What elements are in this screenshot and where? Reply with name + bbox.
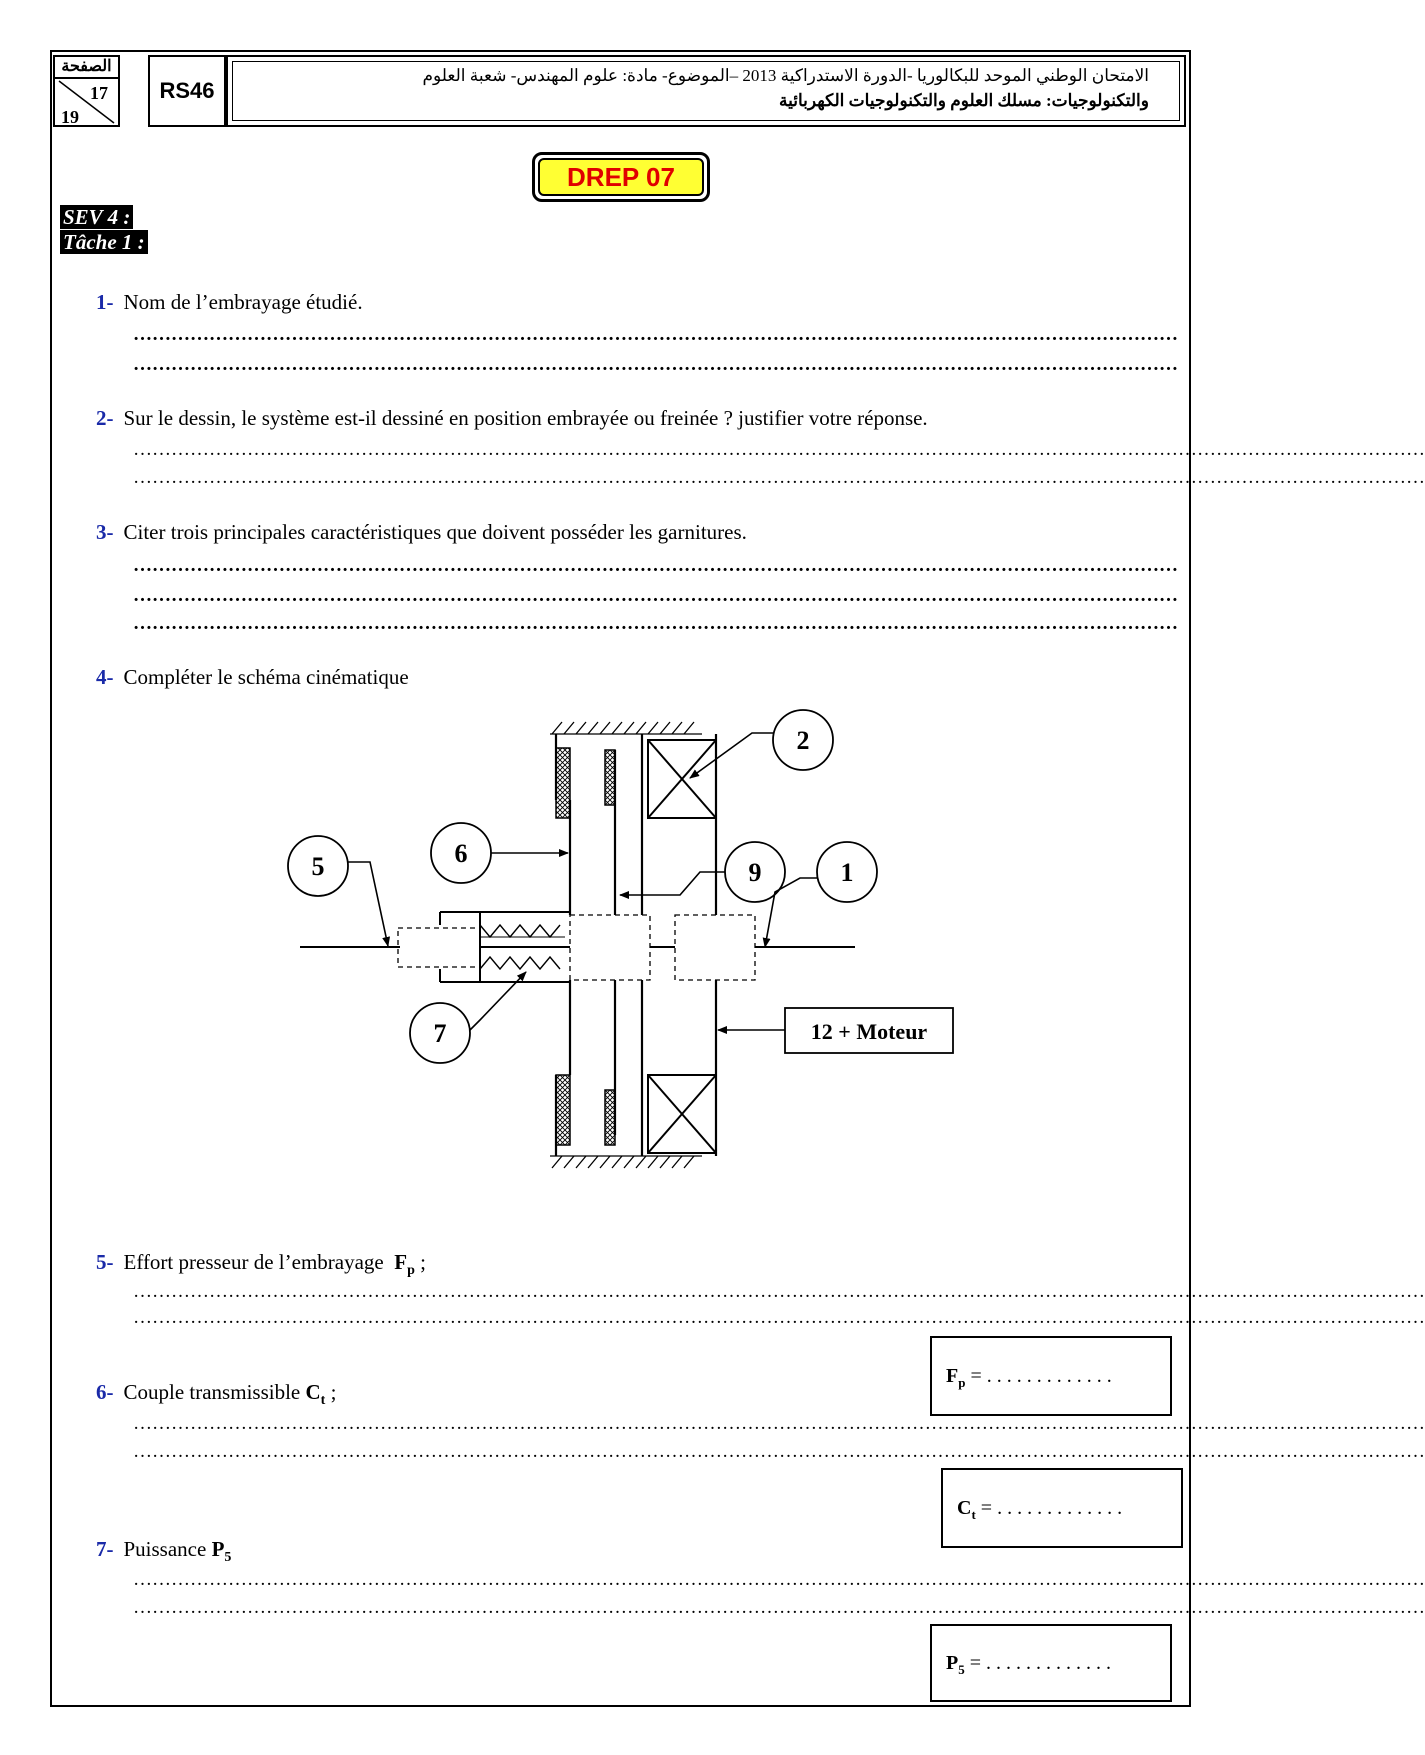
diagram-label-2: 2 — [796, 726, 810, 755]
page-number-box — [53, 55, 120, 127]
answer-line[interactable]: …………………………………………………………………………………………………………………………………………………………………………………… — [133, 1413, 1425, 1434]
diagram-label-1: 1 — [840, 858, 854, 887]
answer-line[interactable]: …………………………………………………………………………………………………………………………………………………………………………………… — [133, 1597, 1425, 1618]
page-label: الصفحة — [55, 57, 118, 79]
subject-code: RS46 — [148, 55, 226, 127]
answer-line[interactable]: …………………………………………………………………………………………………………………………………………………………………………………… — [133, 467, 1425, 488]
exam-title-line1: الامتحان الوطني الموحد للبكالوريا -الدورة الاستدراكية 2013 –الموضوع- مادة: علوم المهندس- شعبة العلوم — [422, 66, 1149, 85]
document-badge: DREP 07 — [532, 152, 710, 202]
fp-answer-box[interactable]: $F_p$ = . . . . . . . . . . . . . — [930, 1336, 1172, 1416]
question-3: 3- Citer trois principales caractéristiques que doivent posséder les garnitures. — [96, 520, 747, 544]
diagram-label-5: 5 — [311, 852, 325, 881]
exam-title-line2: والتكنولوجيات: مسلك العلوم والتكنولوجيات الكهربائية — [779, 91, 1149, 110]
question-7: 7- Puissance $P_5$ — [96, 1537, 232, 1566]
exam-header — [226, 55, 1186, 127]
question-5: 5- Effort presseur de l’embrayage $F_p$ ; — [96, 1250, 426, 1279]
task-label: Tâche 1 : — [60, 230, 148, 254]
answer-line[interactable]: …………………………………………………………………………………………………………………………………………………………………………………… — [133, 1281, 1425, 1302]
sev-label: SEV 4 : — [60, 205, 133, 229]
answer-line[interactable]: ………………………………………………………………………………………………………………………………………………… — [133, 613, 1178, 634]
ct-answer-box[interactable]: $C_t$ = . . . . . . . . . . . . . — [941, 1468, 1183, 1548]
question-6: 6- Couple transmissible $C_t$ ; — [96, 1380, 337, 1409]
answer-line[interactable]: …………………………………………………………………………………………………………………………………………………………………………………… — [133, 1569, 1425, 1590]
answer-line[interactable]: ………………………………………………………………………………………………………………………………………………… — [133, 354, 1178, 375]
page-total: 19 — [61, 107, 79, 127]
p5-answer-box[interactable]: $P_5$ = . . . . . . . . . . . . . — [930, 1624, 1172, 1702]
answer-line[interactable]: ………………………………………………………………………………………………………………………………………………… — [133, 324, 1178, 345]
clutch-kinematic-diagram — [300, 700, 928, 1180]
answer-line[interactable]: …………………………………………………………………………………………………………………………………………………………………………………… — [133, 1441, 1425, 1462]
answer-line[interactable]: …………………………………………………………………………………………………………………………………………………………………………………… — [133, 1307, 1425, 1328]
answer-line[interactable]: ………………………………………………………………………………………………………………………………………………… — [133, 555, 1178, 576]
page-current: 17 — [90, 83, 108, 103]
motor-label: 12 + Moteur — [810, 1019, 928, 1044]
answer-line[interactable]: ………………………………………………………………………………………………………………………………………………… — [133, 585, 1178, 606]
diagram-label-6: 6 — [454, 839, 468, 868]
question-4: 4- Compléter le schéma cinématique — [96, 665, 409, 689]
diagram-label-7: 7 — [433, 1019, 447, 1048]
answer-line[interactable]: …………………………………………………………………………………………………………………………………………………………………………………… — [133, 439, 1425, 460]
question-1: 1- Nom de l’embrayage étudié. — [96, 290, 363, 314]
diagram-label-9: 9 — [748, 858, 762, 887]
question-2: 2- Sur le dessin, le système est-il dessiné en position embrayée ou freinée ? justifier votre réponse. — [96, 406, 928, 430]
